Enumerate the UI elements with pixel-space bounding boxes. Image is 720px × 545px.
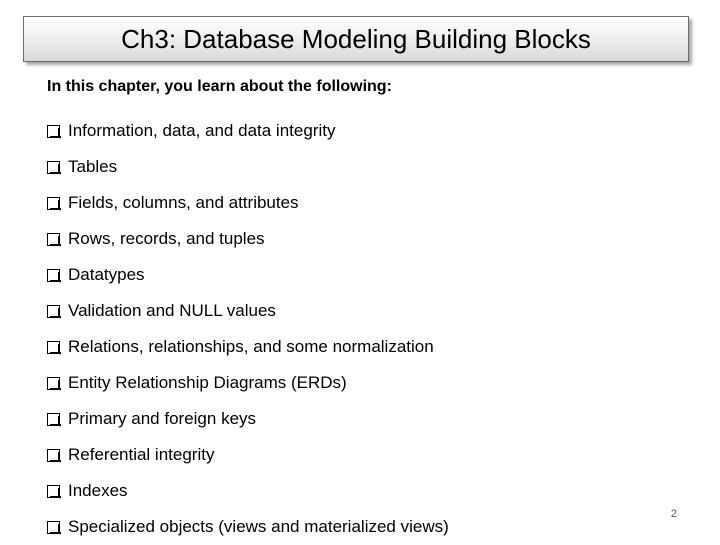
list-item-label: Entity Relationship Diagrams (ERDs) — [68, 373, 347, 392]
list-item — [47, 365, 449, 401]
list-item — [47, 149, 449, 185]
checkbox-icon — [47, 413, 60, 426]
list-item — [47, 221, 449, 257]
checkbox-icon — [47, 377, 60, 390]
list-item — [47, 185, 449, 221]
list-item-label: Referential integrity — [68, 445, 215, 464]
list-item — [47, 473, 449, 509]
list-item — [47, 293, 449, 329]
checkbox-icon — [47, 161, 60, 174]
checkbox-icon — [47, 125, 60, 138]
list-item-label: Validation and NULL values — [68, 301, 276, 320]
checkbox-icon — [47, 305, 60, 318]
checkbox-icon — [47, 521, 60, 534]
checkbox-icon — [47, 269, 60, 282]
checkbox-icon — [47, 197, 60, 210]
list-item — [47, 113, 449, 149]
list-item-label: Tables — [68, 157, 118, 176]
list-item-label: Specialized objects (views and materialized views) — [68, 517, 449, 536]
list-item-label: Datatypes — [68, 265, 145, 284]
slide-title-box — [23, 16, 689, 62]
list-item — [47, 329, 449, 365]
list-item — [47, 401, 449, 437]
checkbox-icon — [47, 341, 60, 354]
checkbox-icon — [47, 233, 60, 246]
intro-text: In this chapter, you learn about the following: — [47, 78, 392, 95]
list-item-label: Rows, records, and tuples — [68, 229, 265, 248]
page-number: 2 — [670, 508, 677, 520]
list-item-label: Primary and foreign keys — [68, 409, 257, 428]
topic-list — [47, 113, 449, 545]
list-item — [47, 257, 449, 293]
list-item-label: Indexes — [68, 481, 128, 500]
list-item-label: Information, data, and data integrity — [68, 121, 336, 140]
checkbox-icon — [47, 449, 60, 462]
slide-title: Ch3: Database Modeling Building Blocks — [121, 23, 591, 54]
list-item-label: Relations, relationships, and some normalization — [68, 337, 434, 356]
list-item — [47, 437, 449, 473]
list-item-label: Fields, columns, and attributes — [68, 193, 299, 212]
checkbox-icon — [47, 485, 60, 498]
